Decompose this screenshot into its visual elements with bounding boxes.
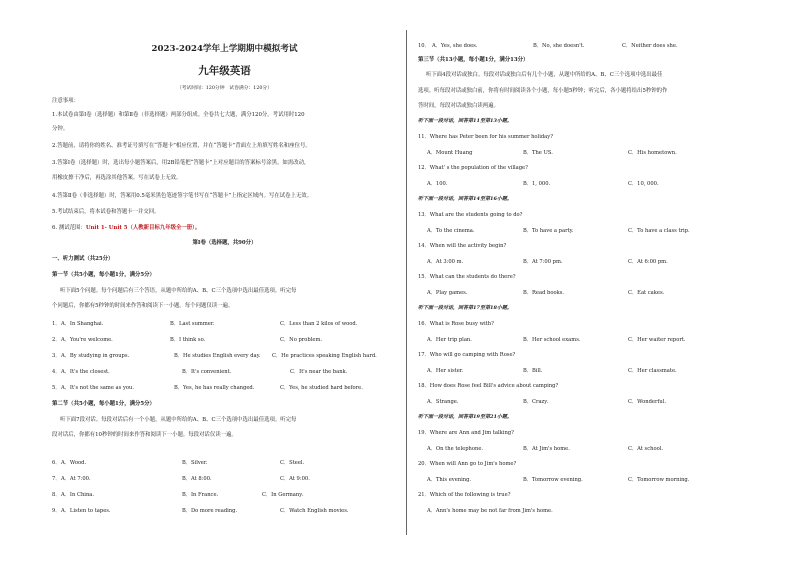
question-number: 12． — [418, 165, 430, 171]
section2-title: 第二节（共5小题，每小题1分，满分5分） — [52, 401, 155, 407]
exam-title: 2023-2024学年上学期期中模拟考试 — [151, 44, 298, 54]
listening-section-title: 一、听力测试（共25分） — [52, 256, 114, 262]
option-b: B．To have a party. — [523, 228, 574, 234]
question-number: 9． — [52, 508, 61, 514]
option-b: B．I think so. — [170, 337, 206, 343]
option-a: A．Ann's home may be not far from Jim's home. — [427, 508, 553, 514]
option-a: A．It's not the same as you. — [61, 385, 134, 391]
option-a: A．Her trip plan. — [427, 337, 472, 343]
option-b: B．Silver. — [182, 460, 208, 466]
option-c: C．He practices speaking English hard. — [272, 353, 377, 359]
listen-prompt: 听下面一段对话，回答第11至第13小题。 — [418, 118, 512, 124]
question-number: 7． — [52, 476, 61, 482]
option-c: C．Her waiter report. — [628, 337, 686, 343]
option-c: C．Yes, he studied hard before. — [280, 385, 363, 391]
question-number: 21． — [418, 492, 430, 498]
option-b: B．Her school exams. — [523, 337, 581, 343]
question-number: 16． — [418, 321, 430, 327]
question-number: 18． — [418, 383, 430, 389]
question-stem — [418, 134, 553, 141]
question-text: How does Rose feel Bill's advice about camping? — [429, 383, 559, 389]
option-a: A．Yes, she does. — [432, 43, 478, 49]
note-1a: 1.本试卷由第Ⅰ卷（选择题）和第Ⅱ卷（非选择题）两部分组成。全卷共七大题，满分120分。考试用时120 — [52, 112, 305, 118]
note-3a: 3.答第Ⅰ卷（选择题）时，选出每小题答案后，用2B铅笔把“答题卡”上对应题目的答案标号涂黑。如需改动， — [52, 160, 310, 166]
question-text: What is Rose busy with? — [429, 321, 494, 327]
option-b: B．At 7:00 pm. — [523, 259, 563, 265]
option-b: B．Crazy. — [523, 399, 549, 405]
option-a: A．In China. — [61, 492, 95, 498]
question-number: 3． — [52, 353, 61, 359]
question-number: 15． — [418, 274, 430, 280]
option-a: A．On the telephone. — [427, 446, 484, 452]
note-2a: 2.答题前，请将你的姓名、准考证号填写在“答题卡”相应位置，并在“答题卡”背面左上角填写姓名和座位号。 — [52, 143, 311, 149]
option-c: C．To have a class trip. — [628, 228, 690, 234]
question-stem — [418, 430, 514, 437]
section2-instruction-b: 段对话后，你都有10秒钟的时间来作答和阅读下一小题。每段对话仅读一遍。 — [52, 432, 237, 438]
option-b: B．Read books. — [523, 290, 565, 296]
question-stem — [418, 243, 506, 250]
question-number: 6． — [52, 460, 61, 466]
listen-prompt: 听下面一段对话，回答第19至第21小题。 — [418, 414, 512, 420]
option-c: C．Watch English movies. — [280, 508, 349, 514]
question-number: 8． — [52, 492, 61, 498]
option-b: B．Do more reading. — [182, 508, 238, 514]
option-a: A．Mount Huang — [427, 150, 473, 156]
question-number: 2． — [52, 337, 61, 343]
listen-prompt: 听下面一段对话，回答第17至第18小题。 — [418, 305, 512, 311]
option-b: B．Tomorrow evening. — [523, 477, 583, 483]
option-c: C．Her classmate. — [628, 368, 677, 374]
section1-instruction-a: 听下面5个问题。每个问题后有三个答语，从题中所给的A、B、C三个选项中选出最佳选项。听完每 — [60, 288, 297, 294]
option-c: C．Tomorrow morning. — [628, 477, 690, 483]
question-text: Where are Ann and Jim talking? — [429, 430, 514, 436]
question-number: 4． — [52, 369, 61, 375]
test-scope-value: Unit 1- Unit 5（人教新目标九年级全一册）。 — [85, 225, 201, 231]
question-stem — [418, 492, 510, 499]
option-c: C．No problem. — [280, 337, 323, 343]
notes-intro: 注意事项： — [52, 98, 79, 104]
question-stem — [418, 165, 528, 172]
question-number: 17． — [418, 352, 430, 358]
question-number: 20． — [418, 461, 430, 467]
option-b: B．Yes, he has really changed. — [174, 385, 255, 391]
option-c: C．Steel. — [280, 460, 305, 466]
listen-prompt: 听下面一段对话，回答第14至第16小题。 — [418, 196, 512, 202]
subject-title: 九年级英语 — [198, 65, 251, 77]
option-b: B．No, she doesn't. — [533, 43, 585, 49]
section1-instruction-b: 个问题后，你都有5秒钟的时间来作答和阅读下一小题。每个问题仅读一遍。 — [52, 303, 234, 309]
note-4a: 4.答第Ⅱ卷（非选择题）时，答案用0.5毫米黑色笔迹签字笔书写在“答题卡”上指定区域内。写在试卷上无效。 — [52, 193, 313, 199]
question-number: 19． — [418, 430, 430, 436]
option-b: B．In France. — [182, 492, 219, 498]
section3-instruction-b: 选项。听每段对话或独白前，你将有时间阅读各个小题，每小题5秒钟；听完后，各小题将给出5秒钟的作 — [418, 88, 668, 94]
option-b: B．Bill. — [523, 368, 543, 374]
question-text: Which of the following is true? — [429, 492, 511, 498]
option-b: B．The US. — [523, 150, 553, 156]
question-text: When will Ann go to Jim's home? — [429, 461, 517, 467]
question-stem — [418, 352, 515, 359]
section2-instruction-a: 听下面7段对话。每段对话后有一个小题，从题中所给的A、B、C三个选项中选出最佳选项。听完每 — [60, 417, 297, 423]
option-c: C．His hometown. — [628, 150, 677, 156]
question-stem — [418, 383, 558, 390]
exam-info: （考试时间：120分钟 试卷满分：120分） — [176, 86, 273, 91]
option-a: A．You're welcome. — [61, 337, 113, 343]
question-text: What can the students do there? — [429, 274, 516, 280]
option-a: A．Wood. — [61, 460, 87, 466]
option-a: A．By studying in groups. — [61, 353, 130, 359]
note-3b: 用橡皮擦干净后，再选涂其他答案。写在试卷上无效。 — [52, 175, 182, 181]
option-a: A．In Shanghai. — [61, 321, 104, 327]
question-text: When will the activity begin? — [429, 243, 507, 249]
question-stem — [418, 461, 516, 468]
option-c: C．At 6:00 pm. — [628, 259, 668, 265]
option-a: A．Her sister. — [427, 368, 464, 374]
option-b: B．At Jim's home. — [523, 446, 570, 452]
option-b: B．It's convenient. — [182, 369, 232, 375]
question-text: Where has Peter been for his summer holiday? — [429, 134, 553, 140]
test-scope — [52, 225, 200, 232]
section1-title: 第一节（共5小题，每小题1分，满分5分） — [52, 272, 155, 278]
question-number: 11． — [418, 134, 430, 140]
note-1b: 分钟。 — [52, 126, 69, 132]
question-number: 14． — [418, 243, 430, 249]
option-c: C．Eat cakes. — [628, 290, 665, 296]
question-stem — [418, 321, 494, 328]
option-a: A．To the cinema. — [427, 228, 475, 234]
option-c: C．It's near the bank. — [290, 369, 348, 375]
section3-title: 第三节（共13小题，每小题1分，满分13分） — [418, 57, 529, 63]
option-c: C．Less than 2 kilos of wood. — [280, 321, 358, 327]
option-c: C．At 9:00. — [280, 476, 310, 482]
note-5: 5.考试结束后，将本试卷和答题卡一并交回。 — [52, 209, 160, 215]
question-text: Who will go camping with Rose? — [429, 352, 516, 358]
option-a: A．At 7:00. — [61, 476, 91, 482]
option-c: C．In Germany. — [262, 492, 304, 498]
section3-instruction-a: 听下面4段对话或独白。每段对话或独白后有几个小题，从题中所给的A、B、C三个选项中选出最佳 — [426, 72, 663, 78]
option-a: A．Strange. — [427, 399, 459, 405]
option-b: B．At 8:00. — [182, 476, 212, 482]
option-b: B．1, 000. — [523, 181, 551, 187]
question-row — [52, 321, 61, 328]
option-c: C．10, 000. — [628, 181, 659, 187]
option-a: A．Play games. — [427, 290, 468, 296]
option-a: A．At 3:00 m. — [427, 259, 464, 265]
option-c: C．Neither does she. — [622, 43, 678, 49]
question-stem — [418, 212, 522, 219]
option-c: C．Wonderful. — [628, 399, 667, 405]
option-b: B．Last summer. — [170, 321, 215, 327]
question-text: What' s the population of the village? — [429, 165, 528, 171]
question-number: 10． — [418, 43, 430, 49]
part1-title: 第Ⅰ卷（选择题，共90分） — [192, 240, 257, 246]
option-a: A．Listen to tapes. — [61, 508, 111, 514]
test-scope-label: 6. 测试范围： — [52, 225, 86, 231]
question-number: 1． — [52, 321, 61, 327]
question-stem — [418, 274, 516, 281]
option-b: B．He studies English every day. — [174, 353, 261, 359]
question-number: 13． — [418, 212, 430, 218]
option-a: A．100. — [427, 181, 448, 187]
option-a: A．This evening. — [427, 477, 472, 483]
option-a: A．It's the closest. — [61, 369, 110, 375]
option-c: C．At school. — [628, 446, 664, 452]
section3-instruction-c: 答时间，每段对话或独白读两遍。 — [418, 103, 499, 109]
question-text: What are the students going to do? — [429, 212, 523, 218]
question-number: 5． — [52, 385, 61, 391]
column-divider — [406, 30, 407, 535]
